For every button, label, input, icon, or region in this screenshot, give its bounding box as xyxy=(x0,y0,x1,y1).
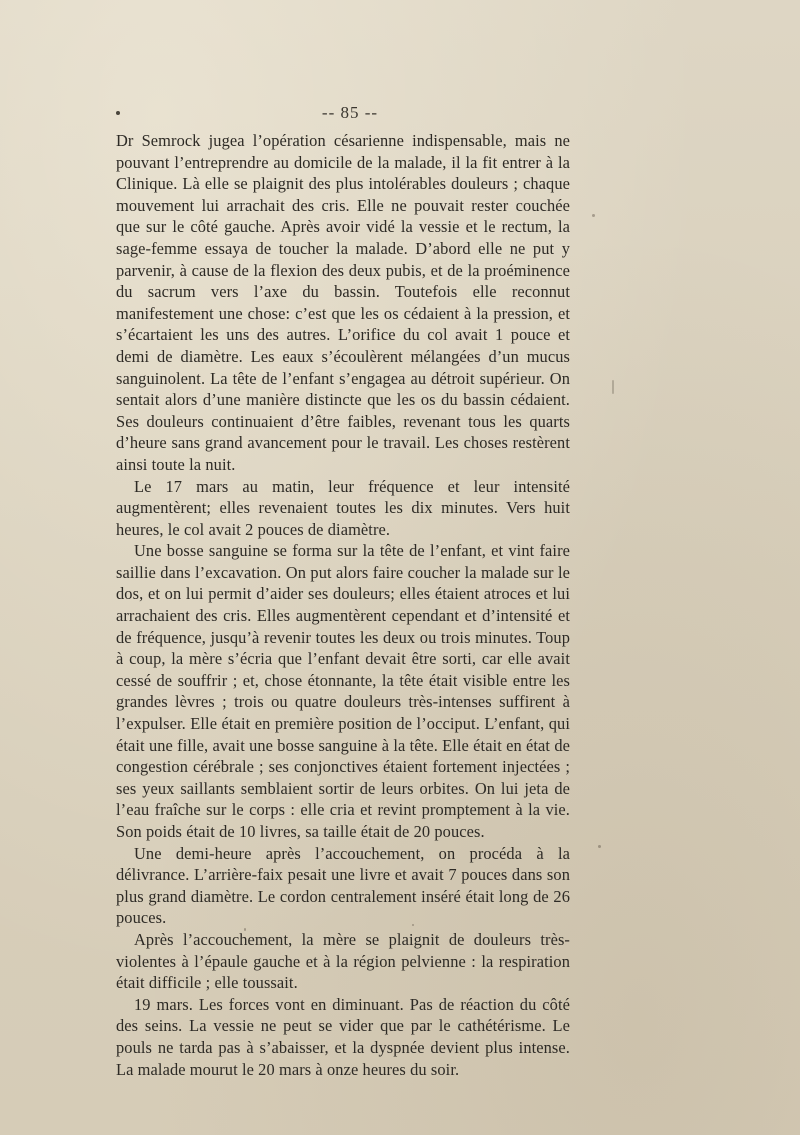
paragraph: Le 17 mars au matin, leur fréquence et leur intensité augmentèrent; elles revenaient toutes les dix minutes. Vers huit heures, le col avait 2 pouces de diamètre. xyxy=(116,476,570,539)
paragraph: 19 mars. Les forces vont en diminuant. Pas de réaction du côté des seins. La vessie ne peut se vider que par le cathétérisme. Le pouls ne tarda pas à s’abaisser, et la dyspnée devient plus intense. La malade mourut le 20 mars à onze heures du soir. xyxy=(116,994,570,1079)
body-text xyxy=(116,130,570,1080)
page-number: -- 85 -- xyxy=(321,103,379,122)
paper-speck xyxy=(612,380,614,394)
paragraph: Dr Semrock jugea l’opération césarienne indispensable, mais ne pouvant l’entreprendre au domicile de la malade, il la fit entrer à la Clinique. Là elle se plaignit des plus intolérables douleurs ; chaque mouvement lui arrachait des cris. Elle ne pouvait rester couchée que sur le côté gauche. Après avoir vidé la vessie et le rectum, la sage-femme essaya de toucher la malade. D’abord elle ne put y parvenir, à cause de la flexion des deux pubis, et de la proéminence du sacrum vers l’axe du bassin. Toutefois elle reconnut manifestement une chose: c’est que les os cédaient à la pression, et s’écartaient les uns des autres. L’orifice du col avait 1 pouce et demi de diamètre. Les eaux s’écoulèrent mélangées d’un mucus sanguinolent. La tête de l’enfant s’engagea au détroit supérieur. On sentait alors d’une manière distincte que les os du bassin cédaient. Ses douleurs continuaient d’être faibles, revenant tous les quarts d’heure sans grand avancement pour le travail. Les choses restèrent ainsi toute la nuit. xyxy=(116,131,570,474)
paragraph: Une bosse sanguine se forma sur la tête de l’enfant, et vint faire saillie dans l’excavation. On put alors faire coucher la malade sur le dos, et on lui permit d’aider ses douleurs; elles étaient atroces et lui arrachaient des cris. Elles augmentèrent cependant et d’intensité et de fréquence, jusqu’à revenir toutes les deux ou trois minutes. Toup à coup, la mère s’écria que l’enfant devait être sorti, car elle avait cessé de souffrir ; et, chose étonnante, la tête était visible entre les grandes lèvres ; trois ou quatre douleurs très-intenses suffirent à l’expulser. Elle était en première position de l’occiput. L’enfant, qui était une fille, avait une bosse sanguine à la tête. Elle était en état de congestion cérébrale ; ses conjonctives étaient fortement injectées ; ses yeux saillants semblaient sortir de leurs orbites. On lui jeta de l’eau fraîche sur le corps : elle cria et revint promptement à la vie. Son poids était de 10 livres, sa taille était de 20 pouces. xyxy=(116,541,570,841)
paragraph: Une demi-heure après l’accouchement, on procéda à la délivrance. L’arrière-faix pesait une livre et avait 7 pouces dans son plus grand diamètre. Le cordon centralement inséré était long de 26 pouces. xyxy=(116,843,570,928)
paper-speck xyxy=(412,924,414,926)
paper-speck xyxy=(244,928,246,931)
paper-speck xyxy=(598,845,601,848)
paragraph: Après l’accouchement, la mère se plaignit de douleurs très-violentes à l’épaule gauche et à la région pelvienne : la respiration était difficile ; elle toussait. xyxy=(116,929,570,993)
paper-speck xyxy=(592,214,595,217)
